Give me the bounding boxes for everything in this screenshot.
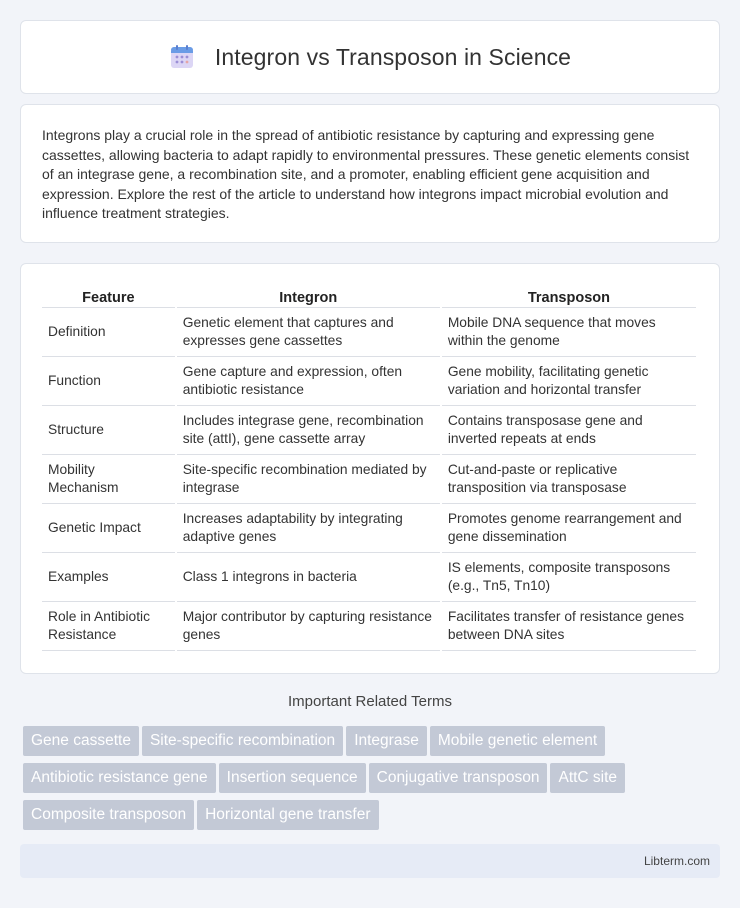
integron-cell: Major contributor by capturing resistance genes	[177, 602, 440, 651]
feature-cell: Role in Antibiotic Resistance	[42, 602, 175, 651]
transposon-cell: IS elements, composite transposons (e.g., Tn5, Tn10)	[442, 553, 696, 602]
related-term-tag[interactable]: Horizontal gene transfer	[197, 800, 378, 830]
intro-card	[20, 104, 720, 243]
related-term-tag[interactable]: Antibiotic resistance gene	[23, 763, 216, 793]
integron-cell: Gene capture and expression, often antibiotic resistance	[177, 357, 440, 406]
related-term-tag[interactable]: Conjugative transposon	[369, 763, 548, 793]
related-terms-title: Important Related Terms	[288, 693, 452, 710]
feature-cell: Definition	[42, 308, 175, 357]
header-card	[20, 20, 720, 94]
feature-cell: Function	[42, 357, 175, 406]
integron-cell: Includes integrase gene, recombination site (attI), gene cassette array	[177, 406, 440, 455]
integron-cell: Class 1 integrons in bacteria	[177, 553, 440, 602]
transposon-cell: Cut-and-paste or replicative transposition via transposase	[442, 455, 696, 504]
calendar-icon	[169, 44, 195, 70]
table-row	[42, 406, 696, 455]
footer	[20, 844, 720, 878]
page-title: Integron vs Transposon in Science	[214, 43, 572, 70]
integron-cell: Increases adaptability by integrating adaptive genes	[177, 504, 440, 553]
comparison-table-card	[20, 263, 720, 674]
table-row	[42, 602, 696, 651]
transposon-cell: Facilitates transfer of resistance genes between DNA sites	[442, 602, 696, 651]
header-integron: Integron	[177, 285, 440, 308]
header-feature: Feature	[42, 285, 175, 308]
table-row	[42, 504, 696, 553]
transposon-cell: Contains transposase gene and inverted repeats at ends	[442, 406, 696, 455]
feature-cell: Mobility Mechanism	[42, 455, 175, 504]
related-term-tag[interactable]: Insertion sequence	[219, 763, 366, 793]
transposon-cell: Gene mobility, facilitating genetic variation and horizontal transfer	[442, 357, 696, 406]
integron-cell: Genetic element that captures and expresses gene cassettes	[177, 308, 440, 357]
table-row	[42, 357, 696, 406]
table-row	[42, 553, 696, 602]
integron-cell: Site-specific recombination mediated by integrase	[177, 455, 440, 504]
related-term-tag[interactable]: Site-specific recombination	[142, 726, 343, 756]
transposon-cell: Mobile DNA sequence that moves within the genome	[442, 308, 696, 357]
related-term-tag[interactable]: Integrase	[346, 726, 427, 756]
feature-cell: Genetic Impact	[42, 504, 175, 553]
footer-brand-link[interactable]: Libterm.com	[643, 854, 710, 868]
related-term-tag[interactable]: Gene cassette	[23, 726, 139, 756]
transposon-cell: Promotes genome rearrangement and gene dissemination	[442, 504, 696, 553]
table-row	[42, 308, 696, 357]
comparison-table	[40, 285, 698, 651]
related-term-tag[interactable]: Composite transposon	[23, 800, 194, 830]
related-term-tag[interactable]: AttC site	[550, 763, 625, 793]
related-term-tag[interactable]: Mobile genetic element	[430, 726, 605, 756]
table-header-row	[42, 285, 696, 308]
intro-text: Integrons play a crucial role in the spread of antibiotic resistance by capturing and expressing gene cassettes, allowing bacteria to adapt rapidly to environmental pressures. These genetic elements consist of an integrase gene, a recombination site, and a promoter, enabling efficient gene acquisition and expression. Explore the rest of the article to understand how integrons impact microbial evolution and influence treatment strategies.	[42, 127, 690, 222]
related-terms-list	[23, 726, 723, 837]
feature-cell: Structure	[42, 406, 175, 455]
table-row	[42, 455, 696, 504]
header-transposon: Transposon	[442, 285, 696, 308]
feature-cell: Examples	[42, 553, 175, 602]
